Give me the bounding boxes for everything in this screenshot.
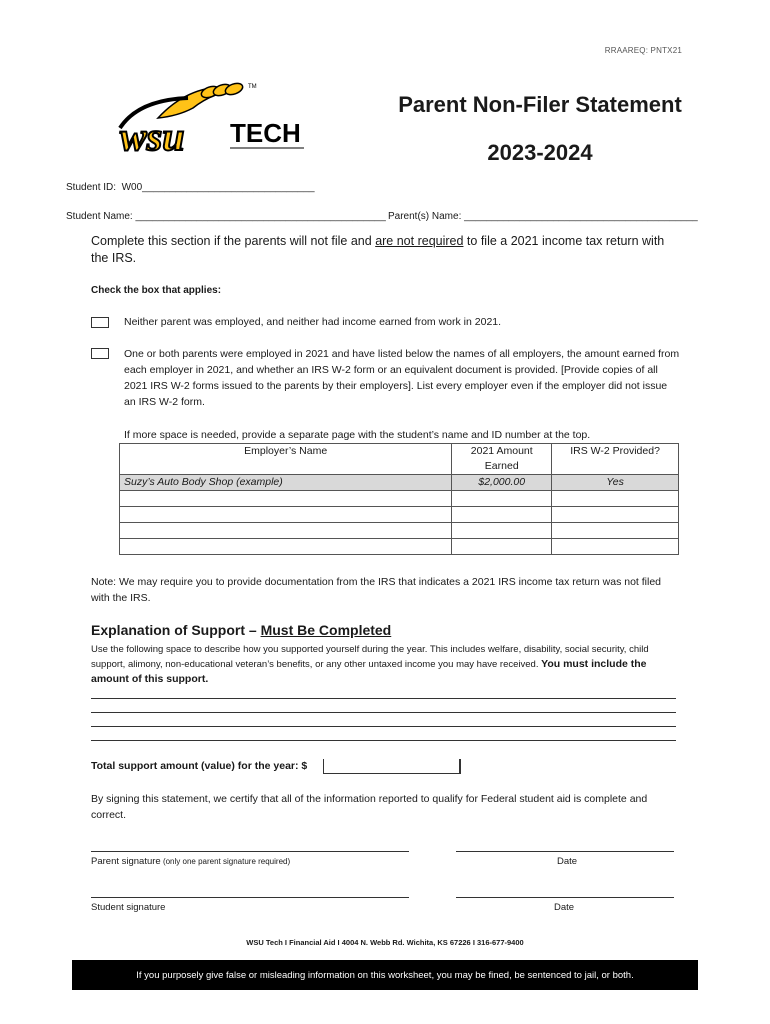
certification-text: By signing this statement, we certify that all of the information reported to qualify for Federal student aid is complete and correct.	[91, 793, 648, 821]
svg-text:TM: TM	[248, 84, 257, 90]
support-line-2[interactable]	[91, 712, 676, 713]
total-support-label: Total support amount (value) for the year: $	[91, 760, 308, 772]
header-amount: 2021 Amount Earned	[452, 444, 552, 475]
table-row	[120, 507, 679, 523]
cell-amount: $2,000.00	[452, 475, 552, 491]
support-line-4[interactable]	[91, 740, 676, 741]
student-date-line[interactable]	[456, 897, 674, 898]
student-id-row	[66, 182, 315, 193]
parent-date-line[interactable]	[456, 851, 674, 852]
checkbox-employed[interactable]	[91, 348, 109, 359]
parent-date-label: Date	[557, 856, 578, 867]
award-year: 2023-2024	[487, 140, 593, 165]
parent-name-row	[388, 211, 698, 222]
student-signature-label: Student signature	[91, 902, 166, 913]
table-row	[120, 523, 679, 539]
space-note: If more space is needed, provide a separate page with the student’s name and ID number at the top.	[124, 429, 591, 441]
student-id-field[interactable]: W00_______________________________	[121, 182, 315, 193]
student-date-label: Date	[554, 902, 575, 913]
footer-contact: WSU Tech I Financial Aid I 4004 N. Webb Rd. Wichita, KS 67226 I 316-677-9400	[246, 938, 524, 947]
parent-signature-line[interactable]	[91, 851, 409, 852]
cell-employer[interactable]	[120, 491, 452, 507]
header-w2: IRS W-2 Provided?	[552, 444, 679, 475]
cell-employer[interactable]	[120, 539, 452, 555]
svg-text:wsu: wsu	[120, 114, 185, 159]
employer-table	[119, 443, 679, 555]
instructions: Complete this section if the parents will not file and are not required to file a 2021 income tax return with the IRS.	[91, 234, 665, 265]
svg-text:TECH: TECH	[230, 118, 301, 148]
student-id-label: Student ID:	[66, 182, 117, 193]
cell-employer[interactable]	[120, 507, 452, 523]
irs-note: Note: We may require you to provide documentation from the IRS that indicates a 2021 IRS income tax return was not filed with the IRS.	[91, 576, 662, 604]
support-description: Use the following space to describe how you supported yourself during the year. This includes welfare, disability, social security, child support, alimony, non-educational veteran’s benefits, or any other untaxed income you may have received. You must include the amount of this support.	[91, 644, 649, 685]
cell-amount[interactable]	[452, 539, 552, 555]
parent-signature-label: Parent signature (only one parent signature required)	[91, 856, 291, 867]
student-name-row	[66, 211, 386, 222]
support-heading: Explanation of Support – Must Be Completed	[91, 622, 392, 638]
checkbox-no-employment[interactable]	[91, 317, 109, 328]
student-signature-line[interactable]	[91, 897, 409, 898]
cell-amount[interactable]	[452, 491, 552, 507]
page-title: Parent Non-Filer Statement	[398, 92, 682, 117]
cell-amount[interactable]	[452, 507, 552, 523]
support-line-1[interactable]	[91, 698, 676, 699]
warning-banner	[72, 960, 698, 990]
cell-employer: Suzy’s Auto Body Shop (example)	[120, 475, 452, 491]
support-line-3[interactable]	[91, 726, 676, 727]
form-code: RRAAREQ: PNTX21	[604, 46, 682, 55]
header-employer: Employer’s Name	[120, 444, 452, 475]
total-support-field[interactable]	[323, 759, 461, 774]
check-heading: Check the box that applies:	[91, 285, 222, 296]
student-name-field[interactable]: _____________________________________________	[135, 211, 386, 222]
cell-w2[interactable]	[552, 507, 679, 523]
cell-w2[interactable]	[552, 539, 679, 555]
parent-name-field[interactable]: __________________________________________	[464, 211, 698, 222]
option-no-employment: Neither parent was employed, and neither had income earned from work in 2021.	[124, 316, 502, 328]
parent-name-label: Parent(s) Name:	[388, 211, 462, 222]
cell-employer[interactable]	[120, 523, 452, 539]
wsu-tech-logo	[118, 78, 308, 170]
table-header-row	[120, 444, 679, 475]
cell-amount[interactable]	[452, 523, 552, 539]
warning-text: If you purposely give false or misleading information on this worksheet, you may be fined, be sentenced to jail, or both.	[136, 969, 634, 981]
table-row	[120, 539, 679, 555]
cell-w2[interactable]	[552, 523, 679, 539]
table-row	[120, 491, 679, 507]
cell-w2: Yes	[552, 475, 679, 491]
cell-w2[interactable]	[552, 491, 679, 507]
option-employed: One or both parents were employed in 2021 and have listed below the names of all employers, the amount earned from each employer in 2021, and whether an IRS W-2 form or an equivalent document is provided. [Provide copies of all 2021 IRS W-2 forms issued to the parents by their employers]. List every employer even if the employer did not issue an IRS W-2 form.	[124, 348, 680, 408]
student-name-label: Student Name:	[66, 211, 133, 222]
table-row-example	[120, 475, 679, 491]
